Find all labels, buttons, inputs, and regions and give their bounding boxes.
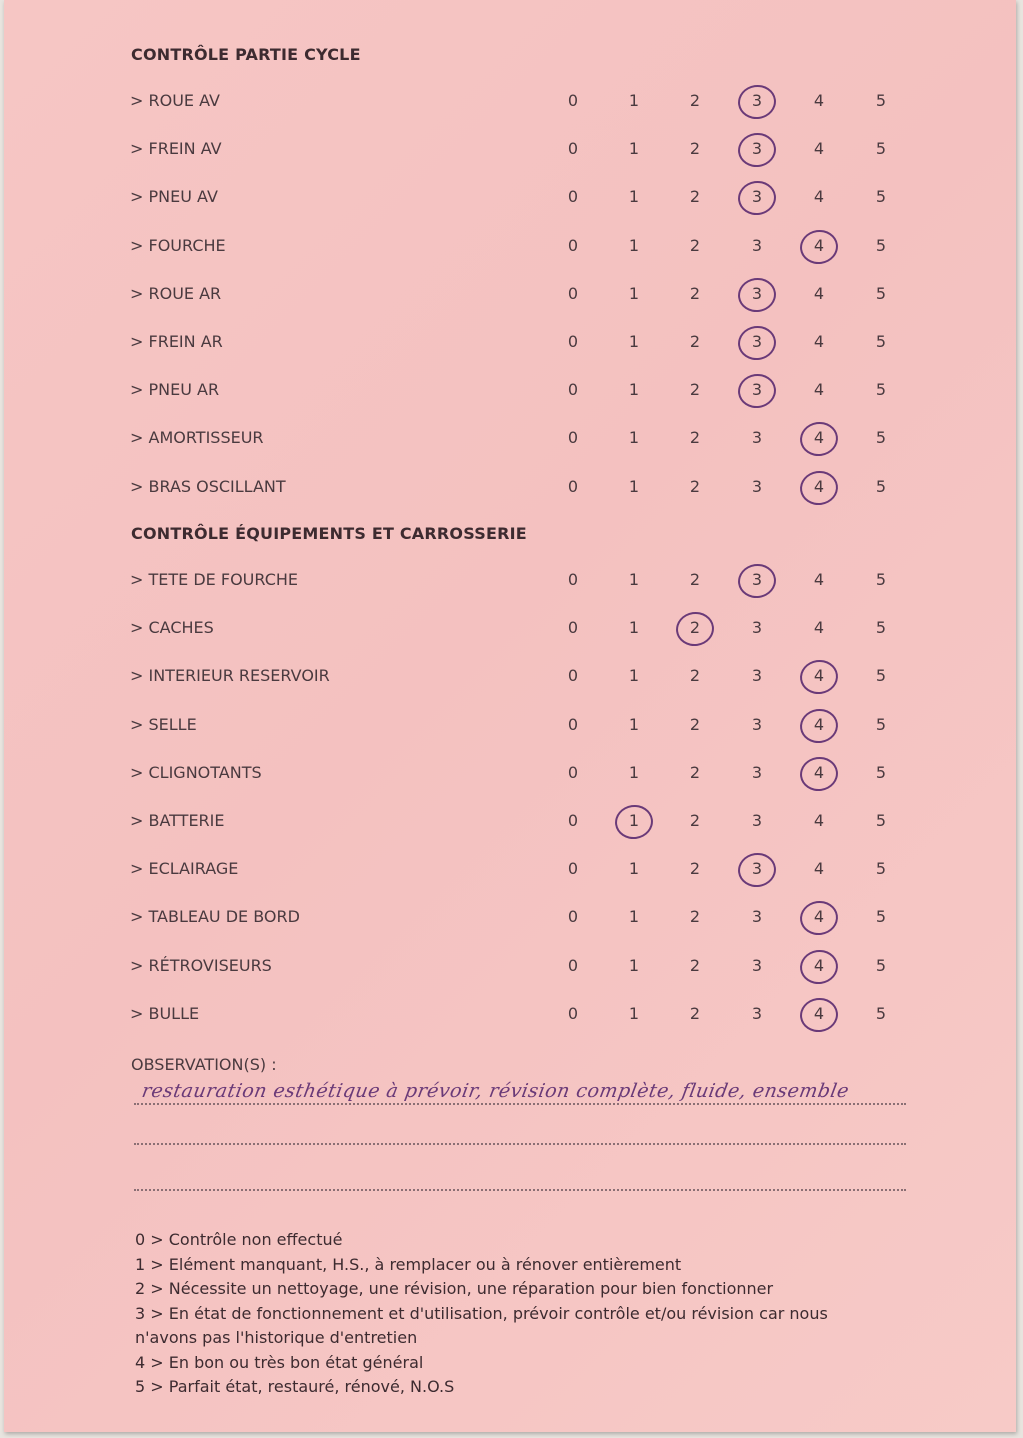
score-option: 1 (628, 618, 640, 638)
score-option: 3 (751, 811, 763, 830)
score-option: 4 (813, 332, 825, 351)
score-option: 2 (689, 811, 701, 830)
score-option: 5 (875, 762, 887, 782)
score-option-circled: 1 (619, 811, 649, 830)
checklist-item-label: > RÉTROVISEURS (130, 955, 272, 975)
score-option: 4 (813, 380, 825, 400)
score-option: 3 (751, 762, 763, 782)
section-title: CONTRÔLE PARTIE CYCLE (131, 45, 361, 64)
checklist-row (4, 232, 1016, 262)
score-option-circled: 2 (680, 618, 710, 637)
score-option: 4 (813, 139, 825, 159)
legend-line: 4 > En bon ou très bon état général (135, 1352, 424, 1372)
score-option: 1 (628, 907, 640, 927)
score-option: 0 (567, 955, 579, 975)
score-option: 1 (628, 380, 640, 400)
score-option: 0 (567, 1003, 579, 1023)
score-option: 3 (751, 1003, 763, 1023)
score-option-circled: 3 (742, 380, 772, 399)
checklist-row (4, 759, 1016, 789)
score-option: 1 (628, 570, 640, 589)
legend-line: 2 > Nécessite un nettoyage, une révision, une réparation pour bien fonctionner (135, 1279, 774, 1298)
checklist-row (4, 807, 1016, 837)
score-option: 3 (751, 476, 763, 496)
score-option: 5 (875, 380, 887, 400)
score-option: 2 (689, 380, 701, 400)
checklist-item-label: > FOURCHE (130, 235, 226, 255)
score-option-circled: 3 (742, 859, 772, 878)
checklist-row (4, 952, 1016, 982)
legend-line: 3 > En état de fonctionnement et d'utilisation, prévoir contrôle et/ou révision car nous (135, 1303, 828, 1323)
score-option: 0 (567, 666, 579, 686)
score-option: 1 (628, 428, 640, 448)
checklist-item-label: > FREIN AV (130, 139, 222, 159)
score-option-circled: 4 (804, 1004, 834, 1023)
checklist-row (4, 280, 1016, 310)
score-option: 5 (875, 618, 887, 638)
score-option: 2 (689, 139, 701, 159)
score-option: 0 (567, 762, 579, 782)
score-option: 2 (689, 955, 701, 975)
checklist-item-label: > INTERIEUR RESERVOIR (130, 666, 330, 686)
checklist-row (4, 662, 1016, 692)
score-option: 5 (875, 476, 887, 496)
score-option: 0 (567, 380, 579, 400)
checklist-row (4, 473, 1016, 503)
score-option: 2 (689, 714, 701, 734)
score-option: 3 (751, 907, 763, 927)
score-option: 2 (689, 283, 701, 303)
checklist-item-label: > ROUE AR (130, 283, 222, 303)
score-option: 0 (567, 811, 579, 830)
inspection-sheet (4, 0, 1016, 1432)
score-option: 0 (567, 907, 579, 927)
score-option: 0 (567, 859, 579, 879)
score-option: 1 (628, 666, 640, 686)
checklist-item-label: > PNEU AR (130, 380, 220, 400)
score-option: 5 (875, 859, 887, 879)
score-option-circled: 4 (804, 763, 834, 782)
score-option: 5 (875, 235, 887, 255)
checklist-row (4, 87, 1016, 117)
observations-label: OBSERVATION(S) : (131, 1055, 277, 1074)
score-option: 0 (567, 428, 579, 448)
score-option: 5 (875, 955, 887, 975)
score-option: 2 (689, 570, 701, 589)
score-option-circled: 4 (804, 477, 834, 496)
score-option: 5 (875, 666, 887, 686)
checklist-row (4, 328, 1016, 358)
score-option: 2 (689, 91, 701, 110)
score-option-circled: 4 (804, 666, 834, 685)
score-option: 5 (875, 1003, 887, 1023)
checklist-row (4, 566, 1016, 596)
score-option: 2 (689, 428, 701, 448)
checklist-item-label: > AMORTISSEUR (130, 428, 264, 448)
score-option: 1 (628, 283, 640, 303)
score-option: 3 (751, 955, 763, 975)
score-option: 0 (567, 187, 579, 207)
score-option: 2 (689, 859, 701, 879)
checklist-item-label: > TETE DE FOURCHE (130, 570, 298, 589)
score-option-circled: 3 (742, 284, 772, 303)
score-option: 2 (689, 476, 701, 496)
score-option: 1 (628, 1003, 640, 1023)
score-option: 1 (628, 476, 640, 496)
score-option: 5 (875, 187, 887, 207)
score-option: 2 (689, 332, 701, 351)
score-option: 2 (689, 762, 701, 782)
score-option: 5 (875, 570, 887, 589)
checklist-item-label: > ECLAIRAGE (130, 859, 239, 879)
score-option-circled: 3 (742, 570, 772, 589)
score-option-circled: 4 (804, 715, 834, 734)
score-option: 4 (813, 570, 825, 589)
checklist-item-label: > SELLE (130, 714, 197, 734)
legend-line: 0 > Contrôle non effectué (135, 1230, 343, 1249)
checklist-item-label: > BATTERIE (130, 811, 225, 830)
score-option: 1 (628, 762, 640, 782)
score-option: 5 (875, 811, 887, 830)
score-option: 5 (875, 91, 887, 110)
score-option: 0 (567, 618, 579, 638)
score-option-circled: 3 (742, 187, 772, 206)
score-option: 4 (813, 859, 825, 879)
score-option: 1 (628, 235, 640, 255)
score-option: 0 (567, 139, 579, 159)
observations-handwritten-text: restauration esthétique à prévoir, révision complète, fluide, ensemble (140, 1080, 851, 1102)
score-option: 5 (875, 332, 887, 351)
observation-line-1 (134, 1103, 906, 1105)
score-option-circled: 3 (742, 332, 772, 351)
section-title: CONTRÔLE ÉQUIPEMENTS ET CARROSSERIE (131, 524, 527, 543)
checklist-row (4, 183, 1016, 213)
score-option: 1 (628, 714, 640, 734)
legend-line: n'avons pas l'historique d'entretien (135, 1328, 418, 1347)
checklist-item-label: > ROUE AV (130, 91, 220, 110)
score-option: 4 (813, 91, 825, 110)
checklist-row (4, 135, 1016, 165)
score-option-circled: 4 (804, 428, 834, 447)
score-option: 5 (875, 428, 887, 448)
checklist-row (4, 855, 1016, 885)
score-option: 0 (567, 235, 579, 255)
score-option: 4 (813, 283, 825, 303)
score-option: 2 (689, 235, 701, 255)
score-option-circled: 3 (742, 139, 772, 158)
score-option: 3 (751, 714, 763, 734)
score-option: 0 (567, 283, 579, 303)
checklist-item-label: > TABLEAU DE BORD (130, 907, 300, 927)
checklist-item-label: > PNEU AV (130, 187, 218, 207)
checklist-row (4, 1000, 1016, 1030)
checklist-row (4, 424, 1016, 454)
checklist-row (4, 614, 1016, 644)
checklist-row (4, 903, 1016, 933)
score-option: 5 (875, 139, 887, 159)
checklist-item-label: > FREIN AR (130, 332, 223, 351)
score-option: 3 (751, 428, 763, 448)
score-option: 1 (628, 955, 640, 975)
checklist-item-label: > BULLE (130, 1003, 200, 1023)
score-option: 4 (813, 187, 825, 207)
score-option: 0 (567, 476, 579, 496)
score-option-circled: 4 (804, 236, 834, 255)
score-option: 1 (628, 332, 640, 351)
score-option: 3 (751, 235, 763, 255)
score-option: 1 (628, 187, 640, 207)
score-option: 0 (567, 91, 579, 110)
checklist-row (4, 376, 1016, 406)
legend-line: 1 > Elément manquant, H.S., à remplacer ou à rénover entièrement (135, 1254, 682, 1274)
score-option: 4 (813, 618, 825, 638)
score-option: 5 (875, 907, 887, 927)
score-option: 1 (628, 91, 640, 110)
score-option-circled: 4 (804, 956, 834, 975)
score-option: 2 (689, 187, 701, 207)
checklist-item-label: > CLIGNOTANTS (130, 762, 262, 782)
score-option: 3 (751, 618, 763, 638)
checklist-row (4, 711, 1016, 741)
score-option-circled: 4 (804, 907, 834, 926)
score-option: 2 (689, 1003, 701, 1023)
checklist-item-label: > CACHES (130, 618, 214, 638)
score-option: 0 (567, 570, 579, 589)
score-option: 0 (567, 714, 579, 734)
score-option: 2 (689, 666, 701, 686)
score-legend (135, 1228, 915, 1400)
score-option: 3 (751, 666, 763, 686)
observation-line-3 (134, 1189, 906, 1191)
score-option: 4 (813, 811, 825, 830)
checklist-item-label: > BRAS OSCILLANT (130, 476, 286, 496)
score-option: 1 (628, 859, 640, 879)
score-option: 0 (567, 332, 579, 351)
score-option: 2 (689, 907, 701, 927)
score-option: 5 (875, 283, 887, 303)
score-option-circled: 3 (742, 91, 772, 110)
observation-line-2 (134, 1143, 906, 1145)
legend-line: 5 > Parfait état, restauré, rénové, N.O.S (135, 1377, 455, 1396)
score-option: 5 (875, 714, 887, 734)
score-option: 1 (628, 139, 640, 159)
